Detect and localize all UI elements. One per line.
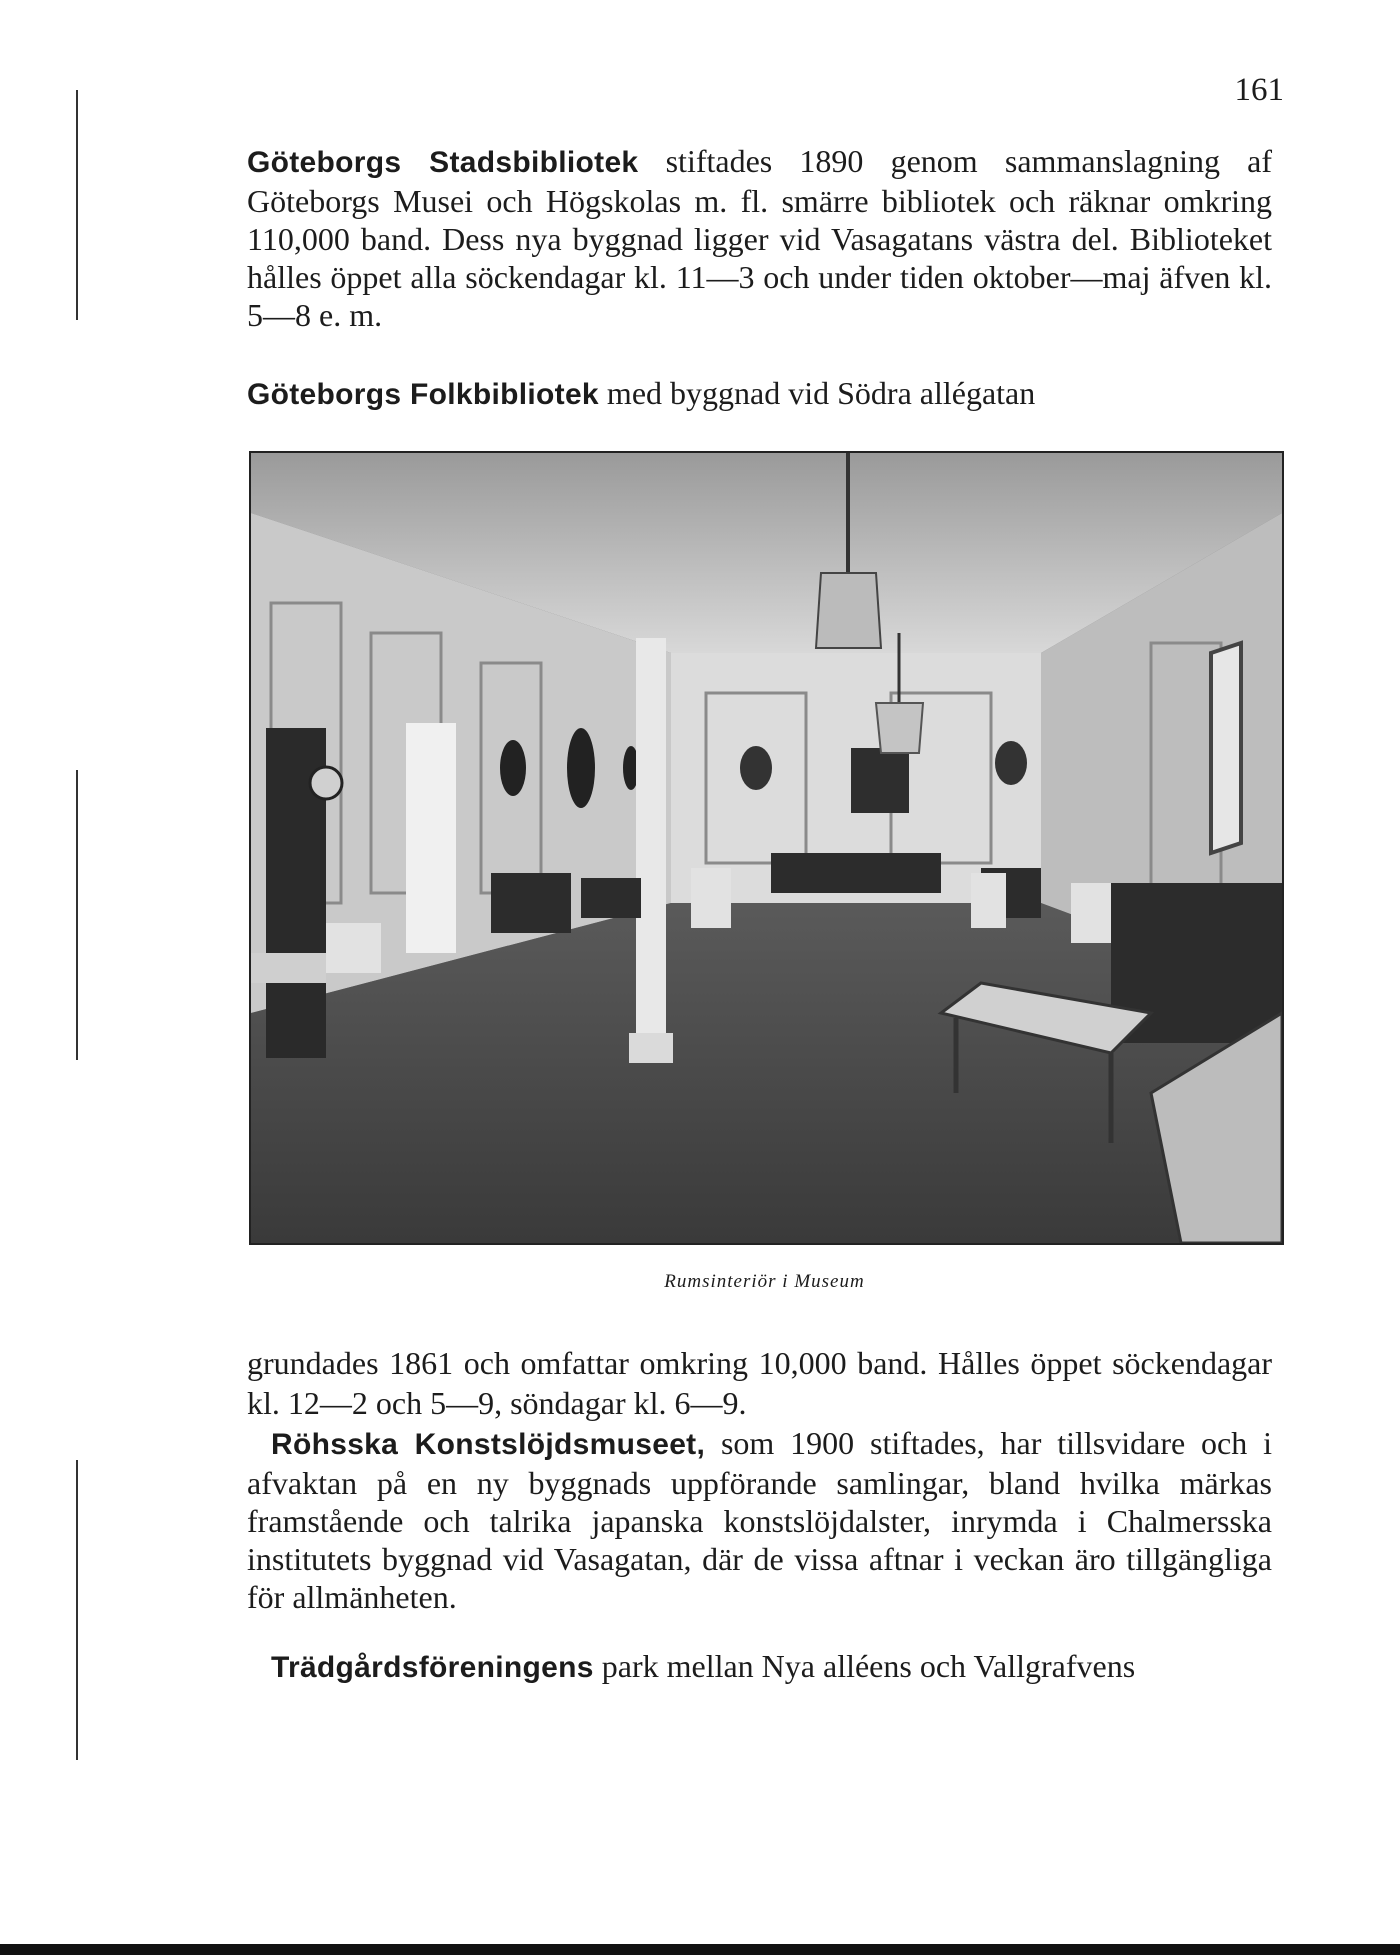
- binding-edge-mark: [76, 90, 78, 320]
- paragraph-lead: Trädgårdsföreningens: [271, 1651, 594, 1684]
- paragraph-lead: Röhsska Konstslöjdsmuseet,: [271, 1428, 706, 1461]
- paragraph-folkbibliotek: [247, 374, 1272, 414]
- paragraph-text: grundades 1861 och omfattar omkring 10,000 band. Hålles öppet söckendagar kl. 12—2 och 5—9, söndagar kl. 6—9.: [247, 1345, 1272, 1421]
- paragraph-text: stiftades 1890 genom sammanslagning af Göteborgs Musei och Högskolas m. fl. smärre bibliotek och räknar omkring 110,000 band. Dess nya byggnad ligger vid Vasagatans västra del. Biblioteket hålles öppet alla söckendagar kl. 11—3 och under tiden oktober—maj äfven kl. 5—8 e. m.: [247, 143, 1272, 333]
- paragraph-tradgardsforeningen: [247, 1647, 1272, 1687]
- paragraph-text: med byggnad vid Södra allégatan: [598, 375, 1036, 411]
- binding-edge-mark: [76, 1460, 78, 1760]
- paragraph-folkbibliotek-continued: [247, 1344, 1272, 1422]
- paragraph-stadsbibliotek: [247, 142, 1272, 334]
- page-number: 161: [1234, 72, 1284, 108]
- museum-interior-photo: [249, 451, 1284, 1245]
- binding-edge-mark: [76, 770, 78, 1060]
- paragraph-lead: Göteborgs Folkbibliotek: [247, 378, 599, 411]
- paragraph-rohsska: [247, 1424, 1272, 1616]
- paragraph-lead: Göteborgs Stadsbibliotek: [247, 146, 639, 179]
- scan-edge: [0, 1944, 1400, 1955]
- figure-caption: Rumsinteriör i Museum: [664, 1271, 865, 1292]
- paragraph-text: park mellan Nya alléens och Vallgrafvens: [593, 1648, 1136, 1684]
- paragraph-text: som 1900 stiftades, har tillsvidare och i afvaktan på en ny byggnads uppförande samlingar, bland hvilka märkas framstående och talrika japanska konstslöjdalster, inrymda i Chalmersska institutets byggnad vid Vasagatan, där de vissa aftnar i veckan äro tillgängliga för allmänheten.: [247, 1425, 1273, 1615]
